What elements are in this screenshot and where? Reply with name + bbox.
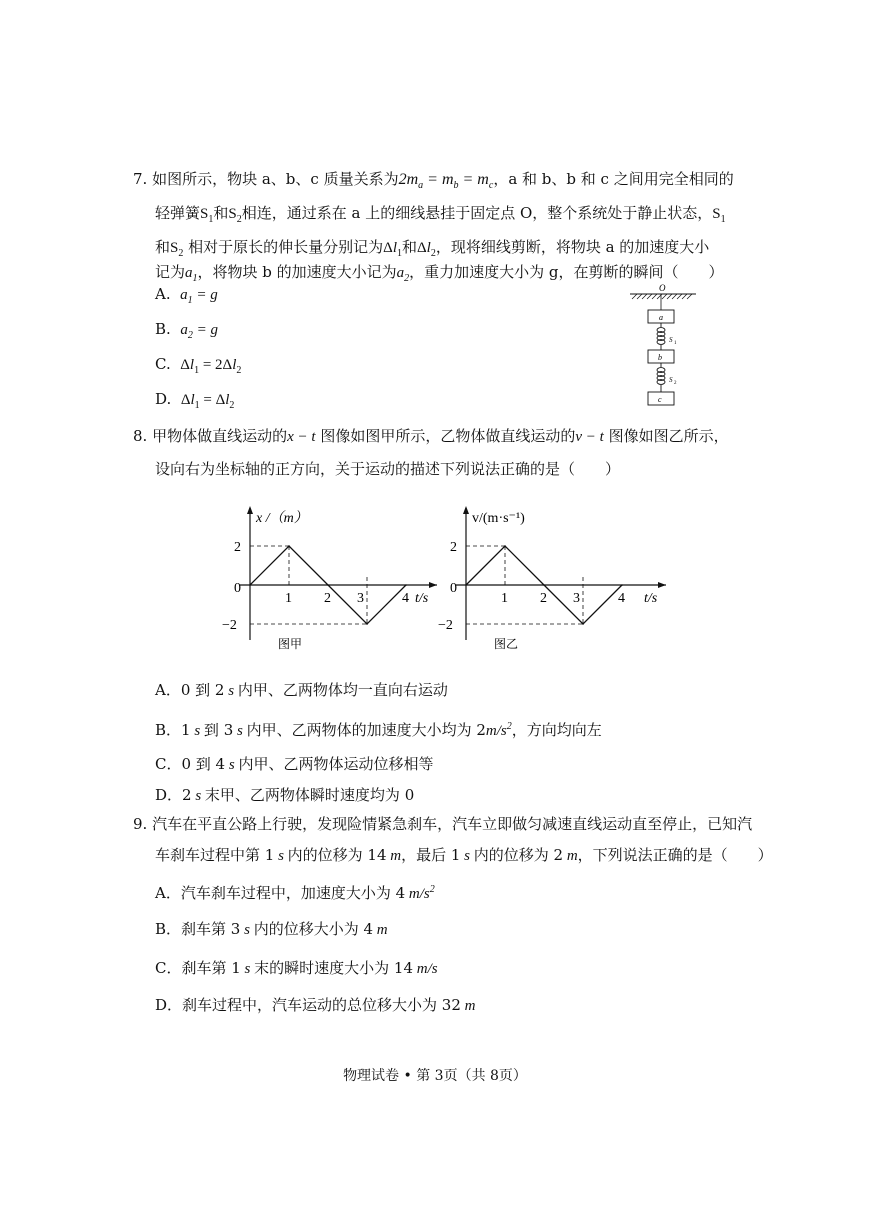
q9-option-a[interactable]: A．汽车刹车过程中，加速度大小为 4 $m/s^2$ [155, 884, 435, 902]
q7-number: 7. [133, 170, 148, 188]
q7-option-c[interactable]: C. $\Delta l_1 = 2\Delta l_2$ [155, 355, 242, 376]
q7-line-3: 和$S_2$ 相对于原长的伸长量分别记为$\Delta l_1$和$\Delta l_2$，现将细线剪断，将物块 a 的加速度大小 [155, 238, 710, 259]
y-axis-label: v/(m·s⁻¹) [472, 511, 525, 526]
q8-option-a[interactable]: A．0 到 2 s 内甲、乙两物体均一直向右运动 [155, 681, 448, 699]
q8-line-1: 8. 甲物体做直线运动的x − t 图像如图甲所示，乙物体做直线运动的v − t 图像如图乙所示， [133, 427, 729, 445]
x-axis-arrow [658, 582, 666, 588]
data-point [582, 623, 584, 625]
q9-option-d[interactable]: D．刹车过程中，汽车运动的总位移大小为 32 m [155, 996, 476, 1014]
y-tick-label: 2 [234, 540, 241, 555]
x-tick-label: 1 [501, 591, 508, 606]
q7-option-d[interactable]: D. $\Delta l_1 = \Delta l_2$ [155, 390, 235, 411]
svg-text:a: a [659, 313, 663, 322]
x-axis-label: t/s [644, 591, 658, 606]
x-axis-arrow [429, 582, 437, 588]
svg-text:1: 1 [674, 341, 677, 346]
q7-line-4: 记为$a_1$，将物块 b 的加速度大小记为$a_2$，重力加速度大小为 g，在剪断的瞬间（ ） [155, 263, 724, 284]
spring-s2 [657, 363, 665, 392]
x-tick-label: 2 [324, 591, 331, 606]
q8-line-2: 设向右为坐标轴的正方向，关于运动的描述下列说法正确的是（ ） [155, 460, 621, 478]
q9-option-c[interactable]: C．刹车第 1 s 末的瞬时速度大小为 14 m/s [155, 959, 438, 977]
q7-option-b[interactable]: B. $a_2 = g$ [155, 320, 218, 341]
x-tick-label: 3 [573, 591, 580, 606]
q7-option-a[interactable]: A. $a_1 = g$ [155, 285, 218, 306]
data-point [288, 545, 290, 547]
data-point [621, 584, 623, 586]
data-point [327, 584, 329, 586]
q8-option-b[interactable]: B．1 s 到 3 s 内甲、乙两物体的加速度大小均为 $2m/s^2$，方向均向左 [155, 721, 602, 739]
data-point [405, 584, 407, 586]
x-tick-label: 1 [285, 591, 292, 606]
q7-line-2: 轻弹簧$S_1$和$S_2$相连，通过系在 a 上的细线悬挂于固定点 O，整个系统处于静止状态，$S_1$ [155, 204, 726, 225]
q9-line-2: 车刹车过程中第 1 s 内的位移为 14 m，最后 1 s 内的位移为 2 m，下列说法正确的是（ ） [155, 846, 773, 864]
chart-title: 图甲 [278, 637, 303, 651]
spring-figure [620, 282, 705, 412]
fixed-point-label: O [659, 283, 666, 293]
q8-option-c[interactable]: C．0 到 4 s 内甲、乙两物体运动位移相等 [155, 755, 434, 773]
x-tick-label: 3 [357, 591, 364, 606]
q7-line-1: 7. 如图所示，物块 a、b、c 质量关系为$2m_a = m_b = m_c$，a 和 b、b 和 c 之间用完全相同的 [133, 170, 734, 192]
x-tick-label: 4 [402, 591, 409, 606]
y-axis-arrow [247, 506, 253, 514]
data-point [465, 584, 467, 586]
ceiling-hatch [632, 294, 692, 299]
y-tick-label: −2 [438, 618, 453, 633]
y-axis-arrow [463, 506, 469, 514]
q9-line-1: 9. 汽车在平直公路上行驶，发现险情紧急刹车，汽车立即做匀减速直线运动直至停止，已知汽 [133, 815, 753, 833]
svg-text:S: S [669, 376, 673, 384]
q9-option-b[interactable]: B．刹车第 3 s 内的位移大小为 4 m [155, 920, 388, 938]
x-tick-label: 2 [540, 591, 547, 606]
data-point [249, 584, 251, 586]
chart-x-t [222, 500, 447, 660]
x-axis-label: t/s [415, 591, 429, 606]
page-footer: 物理试卷 • 第 3页（共 8页） [343, 1068, 527, 1084]
y-axis-label: x /（m） [256, 511, 308, 526]
mass-relation: $2m_a = m_b = m_c$ [398, 171, 494, 192]
q8-option-d[interactable]: D．2 s 末甲、乙两物体瞬时速度均为 0 [155, 786, 415, 804]
y-tick-label: −2 [222, 618, 237, 633]
chart-v-t [438, 500, 678, 660]
svg-text:S: S [669, 336, 673, 344]
y-tick-label: 2 [450, 540, 457, 555]
chart-title: 图乙 [494, 637, 519, 651]
y-tick-label: 0 [450, 581, 457, 596]
x-tick-label: 4 [618, 591, 625, 606]
svg-text:c: c [658, 395, 662, 404]
data-point [366, 623, 368, 625]
data-point [504, 545, 506, 547]
data-point [543, 584, 545, 586]
svg-text:b: b [658, 353, 662, 362]
svg-text:2: 2 [674, 381, 677, 386]
y-tick-label: 0 [234, 581, 241, 596]
spring-s1 [657, 323, 665, 350]
